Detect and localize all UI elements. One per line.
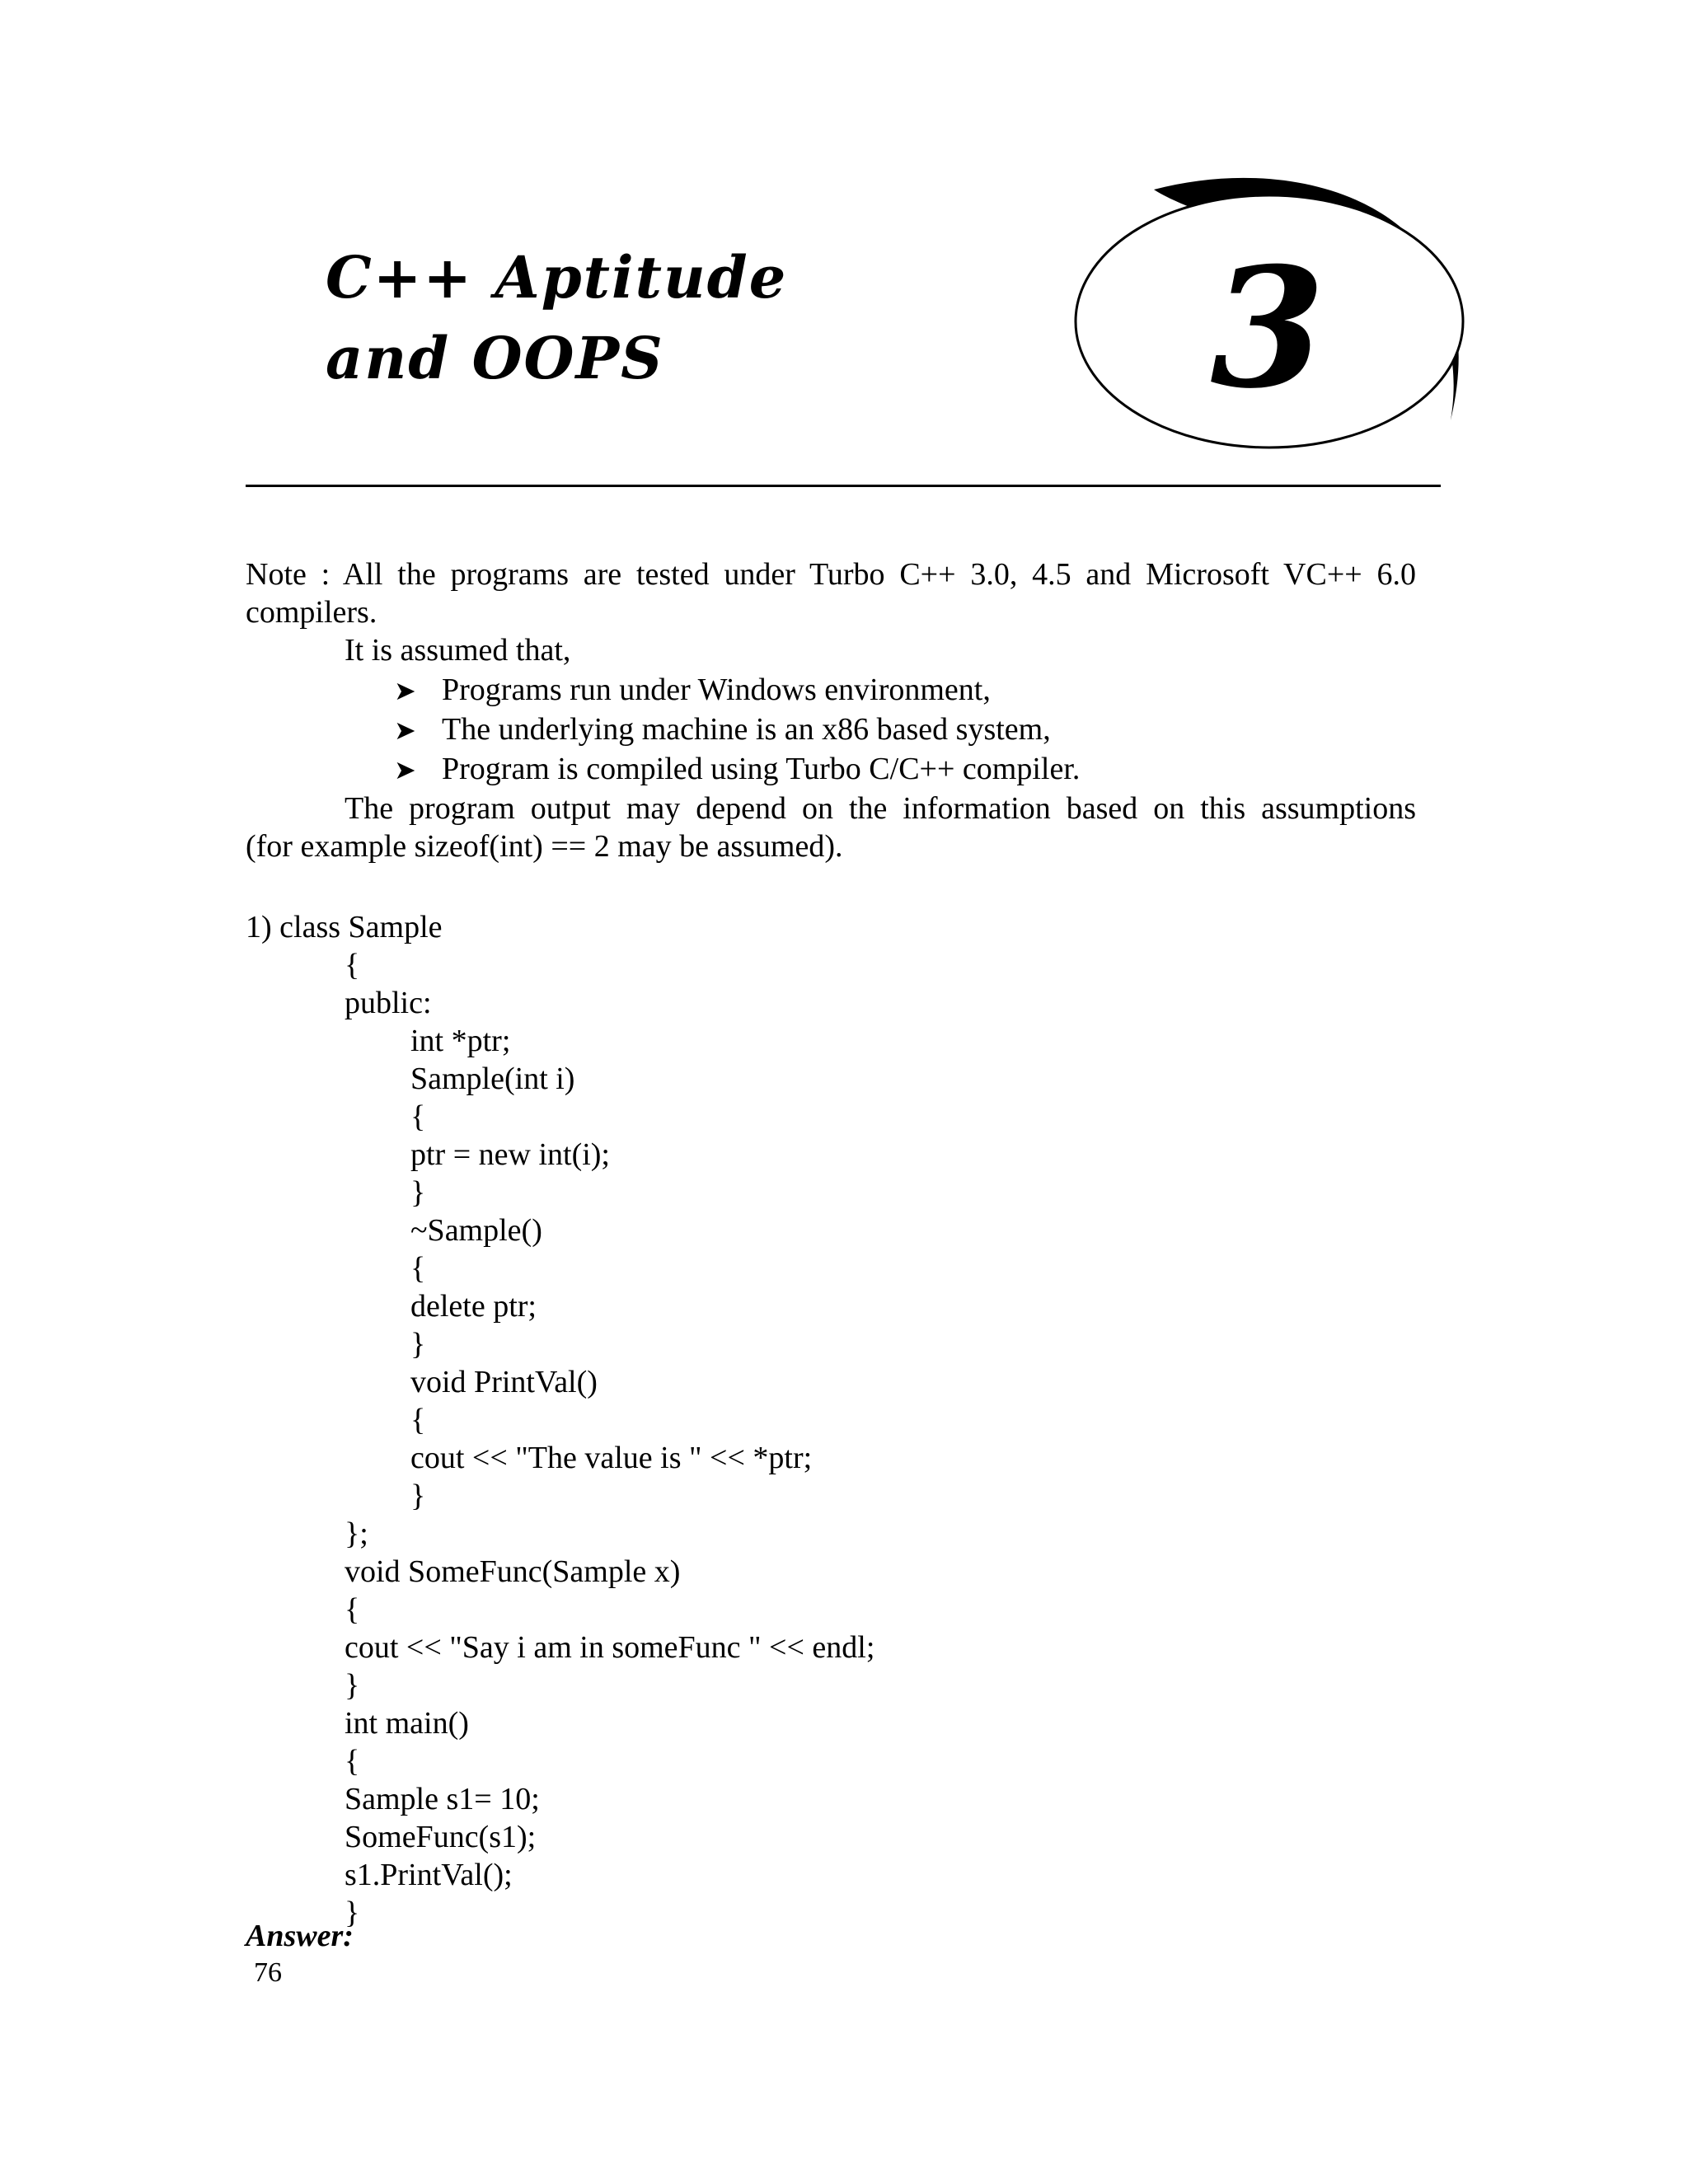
arrow-bullet-icon: ➤ [394,715,416,746]
code-line: void SomeFunc(Sample x) [345,1554,681,1589]
note-line-1: Note : All the programs are tested under Turbo C++ 3.0, 4.5 and Microsoft VC++ 6.0 [246,557,1416,592]
code-line: SomeFunc(s1); [345,1820,537,1854]
code-line: s1.PrintVal(); [345,1858,513,1892]
code-line: 1) class Sample [246,910,443,944]
note-outro-line-1: The program output may depend on the information based on this assumptions [345,791,1416,826]
assumption-item: ➤ Programs run under Windows environment, [394,671,991,710]
assumption-item: ➤ The underlying machine is an x86 based system, [394,710,1051,749]
answer-label: Answer: [246,1919,354,1953]
chapter-number: 3 [1210,232,1325,425]
code-line: Sample s1= 10; [345,1782,540,1816]
page-number: 76 [254,1957,282,1988]
code-line: ptr = new int(i); [410,1137,610,1172]
code-line: void PrintVal() [410,1365,598,1399]
code-line: public: [345,986,432,1020]
code-line: { [410,1251,426,1286]
code-line: delete ptr; [410,1289,537,1324]
heading-divider [246,485,1441,487]
note-line-2: compilers. [246,595,377,630]
arrow-bullet-icon: ➤ [394,675,416,706]
assumption-item: ➤ Program is compiled using Turbo C/C++ compiler. [394,750,1080,789]
code-line: int main() [345,1706,469,1741]
chapter-title-line-1: C++ Aptitude [326,243,788,312]
code-line: { [345,948,360,982]
code-line: } [410,1327,426,1361]
code-line: } [410,1479,426,1513]
code-line: } [410,1175,426,1210]
code-line: Sample(int i) [410,1062,575,1096]
code-line: } [345,1896,360,1930]
note-outro-line-2: (for example sizeof(int) == 2 may be assumed). [246,829,843,864]
code-line: cout << "The value is " << *ptr; [410,1441,813,1475]
code-line: cout << "Say i am in someFunc " << endl; [345,1630,875,1665]
code-line: int *ptr; [410,1024,511,1058]
code-line: ~Sample() [410,1213,542,1248]
code-line: { [345,1744,360,1779]
chapter-title-line-2: and OOPS [326,324,664,392]
chapter-number-badge [1063,165,1492,462]
code-line: } [345,1668,360,1703]
code-line: }; [345,1516,368,1551]
code-line: { [345,1592,360,1627]
assumption-intro: It is assumed that, [345,633,571,668]
chapter-title [326,237,787,399]
code-line: { [410,1403,426,1437]
code-line: { [410,1099,426,1134]
arrow-bullet-icon: ➤ [394,754,416,785]
